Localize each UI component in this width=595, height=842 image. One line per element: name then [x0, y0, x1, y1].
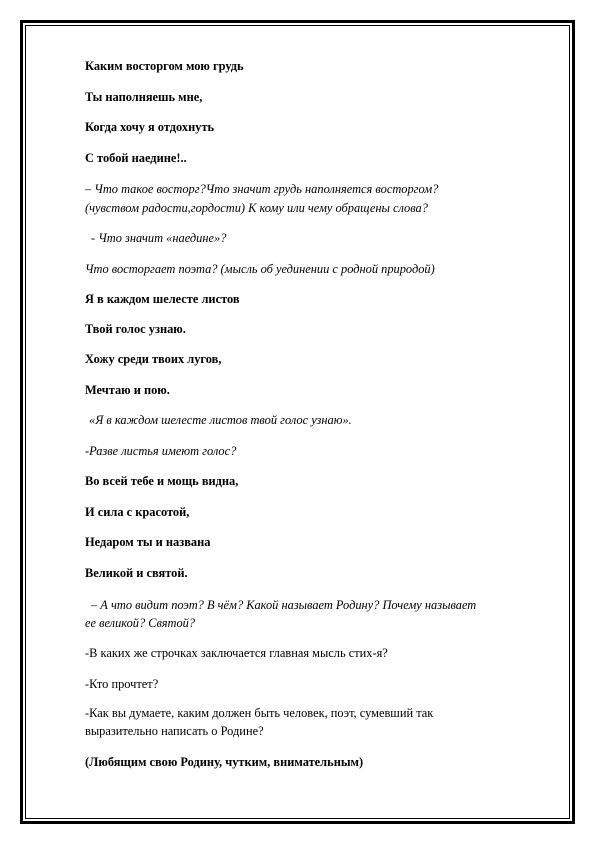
text-line: Во всей тебе и мощь видна, [85, 474, 239, 488]
text-line: выразительно написать о Родине? [85, 724, 264, 738]
text-line: Что восторгает поэта? (мысль об уединении с родной природой) [85, 262, 435, 276]
text-line: С тобой наедине!.. [85, 151, 187, 165]
text-line: Великой и святой. [85, 566, 188, 580]
text-line: «Я в каждом шелесте листов твой голос узнаю». [89, 413, 352, 427]
text-line: И сила с красотой, [85, 505, 190, 519]
text-line: Каким восторгом мою грудь [85, 59, 244, 73]
text-line: Ты наполняешь мне, [85, 90, 203, 104]
text-line: Когда хочу я отдохнуть [85, 120, 215, 134]
text-line: (Любящим свою Родину, чутким, внимательным) [85, 755, 364, 769]
text-line: Твой голос узнаю. [85, 322, 186, 336]
text-line: – Что такое восторг?Что значит грудь наполняется восторгом? [85, 182, 439, 196]
text-line: -Кто прочтет? [85, 677, 159, 691]
text-line: -В каких же строчках заключается главная мысль стих-я? [85, 646, 388, 660]
text-line: Недаром ты и названа [85, 535, 211, 549]
text-line: (чувством радости,гордости) К кому или чему обращены слова? [85, 201, 428, 215]
text-line: Мечтаю и пою. [85, 383, 170, 397]
text-line: Хожу среди твоих лугов, [85, 352, 222, 366]
text-line: -Как вы думаете, каким должен быть человек, поэт, сумевший так [85, 706, 434, 720]
text-line: Я в каждом шелесте листов [85, 292, 240, 306]
text-line: -Разве листья имеют голос? [85, 444, 237, 458]
text-line: – А что видит поэт? В чём? Какой называет Родину? Почему называет [91, 598, 477, 612]
text-line: ее великой? Святой? [85, 616, 196, 630]
text-line: - Что значит «наедине»? [91, 231, 227, 245]
